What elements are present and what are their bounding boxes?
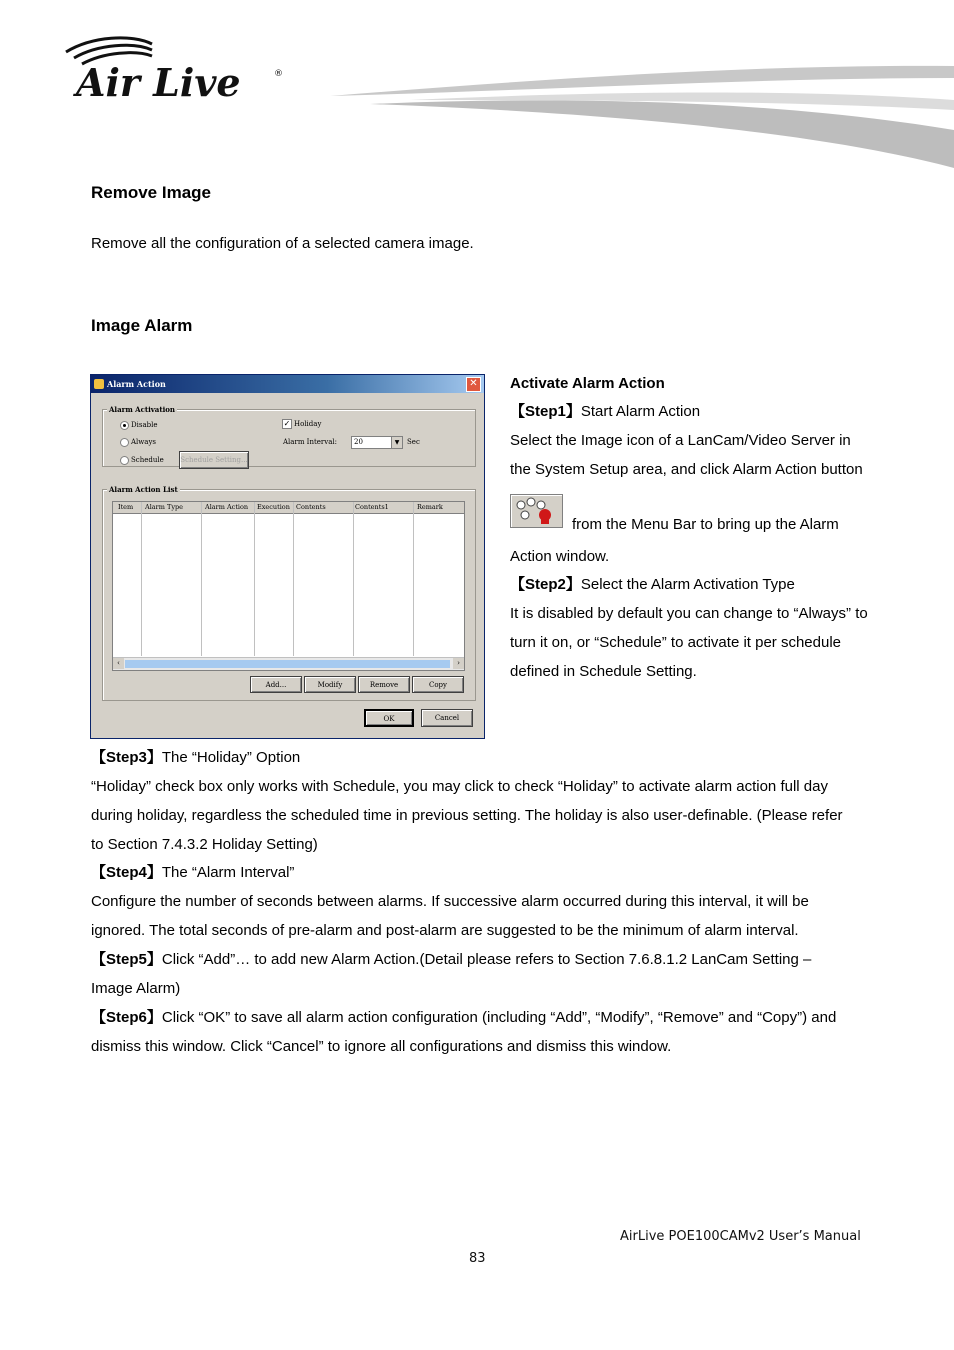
radio-always[interactable]: [120, 438, 129, 447]
p3-line1: “Holiday” check box only works with Schedule, you may click to check “Holiday” to activate alarm action full day: [91, 778, 828, 795]
cancel-button[interactable]: Cancel: [421, 709, 473, 727]
scroll-right-icon[interactable]: ›: [453, 658, 464, 669]
p6-line2: dismiss this window. Click “Cancel” to ignore all configurations and dismiss this window.: [91, 1038, 672, 1055]
alarm-interval-label: Alarm Interval:: [283, 438, 337, 446]
column-divider: [293, 502, 294, 656]
column-divider: [353, 502, 354, 656]
copy-button[interactable]: Copy: [412, 676, 464, 693]
step6-text: Click “OK” to save all alarm action configuration (including “Add”, “Modify”, “Remove” and “Copy”) and: [161, 1009, 837, 1026]
step1-tag: 【Step1】: [510, 403, 581, 420]
airlive-logo: [62, 36, 292, 106]
section-title-remove-image: Remove Image: [91, 183, 211, 202]
radio-disable-label: Disable: [131, 421, 158, 429]
alarm-interval-unit: Sec: [407, 438, 420, 446]
remove-image-description: Remove all the configuration of a selected camera image.: [91, 235, 474, 252]
column-alarm-action[interactable]: Alarm Action: [205, 503, 249, 511]
dialog-title: Alarm Action: [107, 379, 166, 389]
list-header: [113, 502, 464, 514]
radio-disable[interactable]: [120, 421, 129, 430]
step1-text: Start Alarm Action: [580, 403, 701, 420]
p5-line2: Image Alarm): [91, 980, 181, 997]
step3-tag: 【Step3】: [91, 749, 162, 766]
alarm-interval-select[interactable]: [351, 436, 403, 449]
p4-line2: ignored. The total seconds of pre-alarm and post-alarm are suggested to be the minimum of alarm interval.: [91, 922, 799, 939]
svg-text:Air Live: Air Live: [76, 60, 241, 105]
horizontal-scrollbar[interactable]: [113, 657, 464, 670]
p1-line4: Action window.: [510, 548, 610, 565]
column-alarm-type[interactable]: Alarm Type: [145, 503, 184, 511]
p3-line2: during holiday, regardless the scheduled time in previous setting. The holiday is also user-definable. (Please refer: [91, 807, 843, 824]
holiday-checkbox[interactable]: ✓: [283, 419, 291, 428]
step3-text: The “Holiday” Option: [161, 749, 301, 766]
p4-line1: Configure the number of seconds between alarms. If successive alarm occurred during this interval, it will be: [91, 893, 809, 910]
radio-schedule[interactable]: [120, 456, 129, 465]
column-divider: [141, 502, 142, 656]
column-divider: [254, 502, 255, 656]
step1-line: [510, 397, 700, 426]
p1-line2: the System Setup area, and click Alarm Action button: [510, 461, 863, 478]
radio-always-label: Always: [131, 438, 157, 446]
holiday-label: Holiday: [294, 420, 322, 428]
svg-text:®: ®: [274, 69, 283, 79]
column-item[interactable]: Item: [118, 503, 134, 511]
schedule-setting-button[interactable]: Schedule Setting...: [179, 451, 249, 469]
radio-schedule-label: Schedule: [131, 456, 164, 464]
alarm-action-list-title: Alarm Action List: [109, 485, 178, 494]
step2-tag: 【Step2】: [510, 576, 581, 593]
footer-manual-title: AirLive POE100CAMv2 User’s Manual: [620, 1229, 861, 1244]
section-title-image-alarm: Image Alarm: [91, 316, 193, 335]
add-button[interactable]: Add...: [250, 676, 302, 693]
chevron-down-icon: ▼: [391, 437, 402, 448]
p2-line1: It is disabled by default you can change to “Always” to: [510, 605, 868, 622]
scrollbar-thumb[interactable]: [125, 660, 450, 668]
column-remark[interactable]: Remark: [417, 503, 443, 511]
ok-button[interactable]: OK: [364, 709, 414, 727]
step5-line: [91, 945, 811, 974]
dialog-titlebar: [91, 375, 484, 393]
step6-line: [91, 1003, 836, 1032]
p1-line1: Select the Image icon of a LanCam/Video Server in: [510, 432, 851, 449]
alarm-action-toolbar-icon: [510, 494, 563, 528]
step6-tag: 【Step6】: [91, 1009, 162, 1026]
column-execution[interactable]: Execution: [257, 503, 290, 511]
column-contents1[interactable]: Contents1: [355, 503, 389, 511]
p2-line3: defined in Schedule Setting.: [510, 663, 697, 680]
step2-text: Select the Alarm Activation Type: [580, 576, 795, 593]
step4-text: The “Alarm Interval”: [161, 864, 295, 881]
step2-line: [510, 570, 795, 599]
p3-line3: to Section 7.4.3.2 Holiday Setting): [91, 836, 318, 853]
p2-line2: turn it on, or “Schedule” to activate it per schedule: [510, 634, 842, 651]
column-contents[interactable]: Contents: [296, 503, 326, 511]
alarm-activation-title: Alarm Activation: [109, 405, 175, 414]
dialog-app-icon: [94, 379, 104, 389]
close-icon[interactable]: ✕: [466, 377, 481, 392]
step3-line: [91, 743, 300, 772]
p1-line3: from the Menu Bar to bring up the Alarm: [572, 516, 839, 533]
subtitle-activate-alarm-action: Activate Alarm Action: [510, 375, 665, 392]
remove-button[interactable]: Remove: [358, 676, 410, 693]
header-swoosh-decoration: [330, 60, 954, 170]
alarm-action-dialog: [90, 374, 485, 739]
column-divider: [201, 502, 202, 656]
page-number: 83: [469, 1251, 486, 1266]
column-divider: [413, 502, 414, 656]
modify-button[interactable]: Modify: [304, 676, 356, 693]
step4-line: [91, 858, 294, 887]
step4-tag: 【Step4】: [91, 864, 162, 881]
step5-tag: 【Step5】: [91, 951, 162, 968]
alarm-interval-value: 20: [354, 438, 363, 446]
alarm-action-list[interactable]: [112, 501, 465, 671]
step5-text: Click “Add”… to add new Alarm Action.(Detail please refers to Section 7.6.8.1.2 LanCam Setting –: [161, 951, 812, 968]
scroll-left-icon[interactable]: ‹: [113, 658, 124, 669]
